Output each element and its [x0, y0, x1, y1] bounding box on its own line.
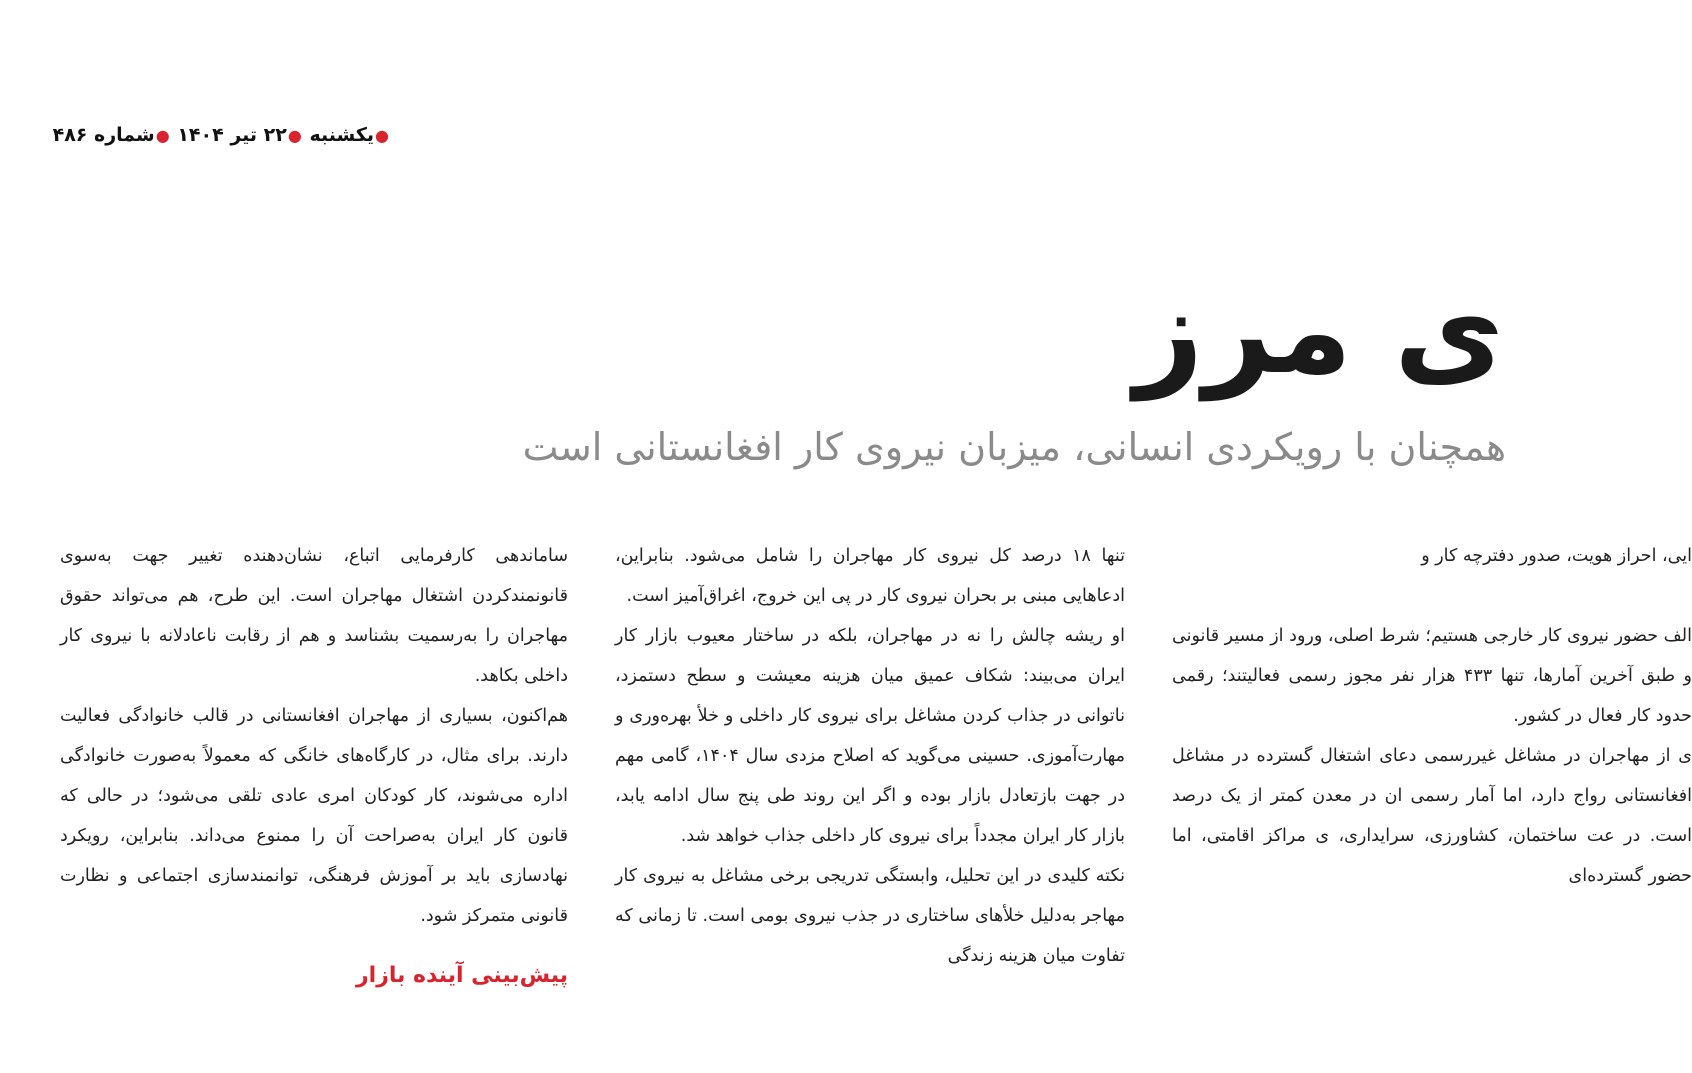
bullet-dot-icon: ●	[375, 126, 389, 145]
paragraph: ایی، احراز هویت، صدور دفترچه کار و	[1421, 546, 1692, 566]
paragraph: هم‌اکنون، بسیاری از مهاجران افغانستانی در قالب خانوادگی فعالیت دارند. برای مثال، در کارگاه‌های خانگی که معمولاً به‌صورت خانوادگی اداره می‌شوند، کار کودکان امری عادی تلقی می‌شود؛ در حالی که قانون کار ایران به‌صراحت آن را ممنوع می‌داند. بنابراین، رویکرد نهادسازی باید بر آموزش فرهنگی، توانمندسازی اجتماعی و نظارت قانونی متمرکز شود.	[60, 706, 568, 926]
issue-number: شماره ۴۸۶	[52, 124, 155, 146]
paragraph: او ریشه چالش را نه در مهاجران، بلکه در ساختار معیوب بازار کار ایران می‌بیند: شکاف عمیق میان هزینه معیشت و سطح دستمزد، ناتوانی در جذاب کردن مشاغل برای نیروی کار داخلی و خلأ بهره‌وری و مهارت‌آموزی. حسینی می‌گوید که اصلاح مزدی سال ۱۴۰۴، گامی مهم در جهت بازتعادل بازار بوده و اگر این روند طی پنج سال ادامه یابد، بازار کار ایران مجدداً برای نیروی کار داخلی جذاب خواهد شد.	[615, 626, 1126, 846]
issue-date: ۲۲ تیر ۱۴۰۴	[177, 124, 287, 146]
column-left	[60, 536, 568, 996]
paragraph: نکته کلیدی در این تحلیل، وابستگی تدریجی برخی مشاغل به نیروی کار مهاجر به‌دلیل خلأهای ساختاری در جذب نیروی بومی است. تا زمانی که تفاوت میان هزینه زندگی	[615, 866, 1125, 966]
paragraph: ساماندهی کارفرمایی اتباع، نشان‌دهنده تغییر جهت به‌سوی قانونمندکردن اشتغال مهاجران است. این طرح، هم می‌تواند حقوق مهاجران را به‌رسمیت بشناسد و هم از رقابت ناعادلانه با نیروی کار داخلی بکاهد.	[60, 546, 568, 686]
issue-line	[52, 124, 390, 152]
column-middle	[615, 536, 1125, 976]
section-heading: پیش‌بینی آینده بازار	[355, 963, 568, 988]
subheadline: همچنان با رویکردی انسانی، میزبان نیروی کار افغانستانی است	[522, 425, 1506, 469]
bullet-dot-icon: ●	[287, 126, 302, 145]
issue-day: یکشنبه	[309, 124, 375, 146]
column-right	[1172, 536, 1692, 896]
bullet-dot-icon: ●	[155, 126, 170, 145]
paragraph: ی از مهاجران در مشاغل غیررسمی دعای اشتغال گسترده در مشاغل افغانستانی رواج دارد، اما آمار رسمی ان در معدن کمتر از یک درصد است. در عت ساختمان، کشاورزی، سرایداری، ی مراکز اقامتی، اما حضور گسترده‌ای	[1172, 746, 1692, 886]
headline: ی مرز	[1134, 262, 1504, 401]
paragraph-gap	[1172, 576, 1692, 616]
paragraph: تنها ۱۸ درصد کل نیروی کار مهاجران را شامل می‌شود. بنابراین، ادعاهایی مبنی بر بحران نیروی کار در پی این خروج، اغراق‌آمیز است.	[615, 546, 1125, 606]
paragraph: الف حضور نیروی کار خارجی هستیم؛ شرط اصلی، ورود از مسیر قانونی و طبق آخرین آمارها، تنها ۴۳۳ هزار نفر مجوز رسمی فعالیتند؛ رقمی حدود کار فعال در کشور.	[1172, 626, 1692, 726]
